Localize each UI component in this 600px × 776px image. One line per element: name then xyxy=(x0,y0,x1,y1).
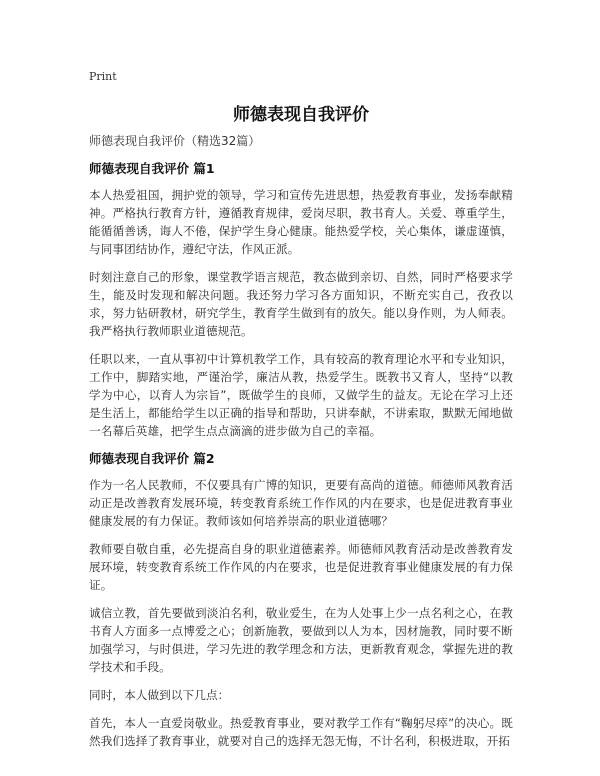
paragraph: 时刻注意自己的形象，课堂教学语言规范，教态做到亲切、自然，同时严格要求学生，能及时发现和解决问题。我还努力学习各方面知识，不断充实自己，孜孜以求，努力钻研教材，研究学生，教育学生做到有的放矢。能以身作则，为人师表。我严格执行教师职业道德规范。 xyxy=(89,270,513,338)
paragraph: 本人热爱祖国，拥护党的领导，学习和宣传先进思想，热爱教育事业，发扬奉献精神。严格执行教育方针，遵循教育规律，爱岗尽职，教书育人。关爱、尊重学生，能循循善诱，诲人不倦，保护学生身心健康。能热爱学校，关心集体，谦虚谨慎，与同事团结协作，遵纪守法，作风正派。 xyxy=(89,188,513,256)
paragraph: 任职以来，一直从事初中计算机教学工作，具有较高的教育理论水平和专业知识，工作中，脚踏实地，严谨治学，廉洁从教，热爱学生。既教书又育人，坚持“以教学为中心，以育人为宗旨”，既做学生的良师，又做学生的益友。无论在学习上还是生活上，都能给学生以正确的指导和帮助，只讲奉献，不讲索取，默默无闻地做一名幕后英雄，把学生点点滴滴的进步做为自己的幸福。 xyxy=(89,352,513,438)
section-1 xyxy=(89,160,513,440)
document-body xyxy=(89,132,513,760)
section-heading: 师德表现自我评价 篇1 xyxy=(89,161,215,176)
section-heading: 师德表现自我评价 篇2 xyxy=(89,451,215,466)
section-2 xyxy=(89,450,513,750)
paragraph: 作为一名人民教师，不仅要具有广博的知识，更要有高尚的道德。师德师风教育活动正是改善教育发展环境，转变教育系统工作作风的内在要求，也是促进教育事业健康发展的有力保证。教师该如何培养崇高的职业道德哪？ xyxy=(89,478,513,528)
paragraph: 同时，本人做到以下几点： xyxy=(89,688,230,702)
paragraph: 诚信立教，首先要做到淡泊名利，敬业爱生，在为人处事上少一点名利之心，在教书育人方面多一点博爱之心；创新施教，要做到以人为本，因材施教，同时要不断加强学习，与时俱进，学习先进的教学理念和方法，更新教育观念，掌握先进的教学技术和手段。 xyxy=(89,606,513,674)
page-title: 师德表现自我评价 xyxy=(233,105,369,125)
document-subtitle: 师德表现自我评价（精选32篇） xyxy=(89,134,261,148)
paragraph: 教师要自敬自重，必先提高自身的职业道德素养。师德师风教育活动是改善教育发展环境，转变教育系统工作作风的内在要求，也是促进教育事业健康发展的有力保证。 xyxy=(89,542,513,592)
print-label[interactable]: Print xyxy=(89,70,117,83)
paragraph: 首先，本人一直爱岗敬业。热爱教育事业，要对教学工作有“鞠躬尽瘁”的决心。既然我们选择了教育事业，就要对自己的选择无怨无悔，不计名利，积极进取，开拓 xyxy=(89,716,513,748)
